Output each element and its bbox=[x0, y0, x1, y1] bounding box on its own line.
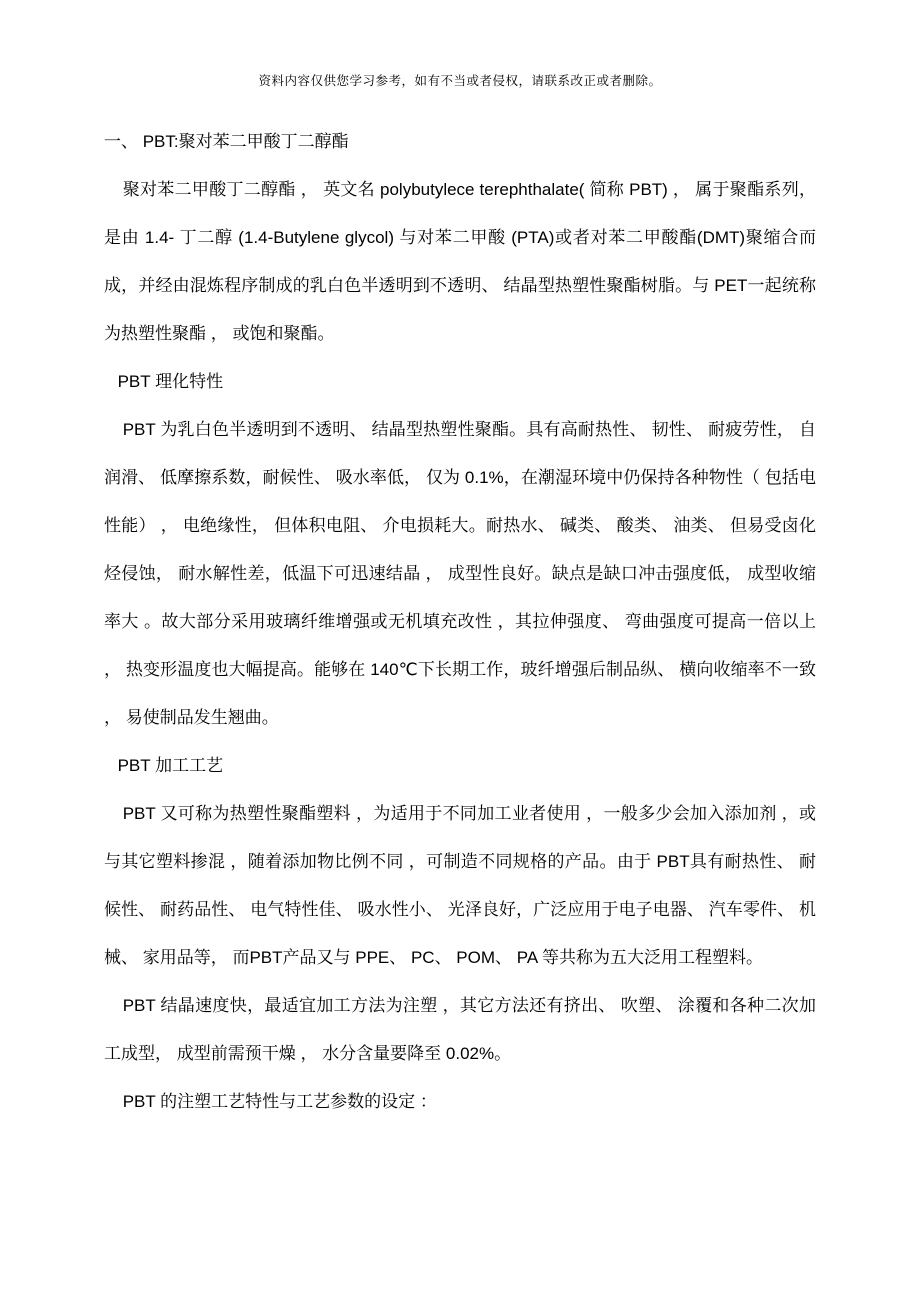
paragraph-injection-parameters-lead: PBT 的注塑工艺特性与工艺参数的设定 ： bbox=[122, 1092, 437, 1111]
paragraph-crystallization: PBT 结晶速度快，最适宜加工方法为注塑 ，其它方法还有挤出、 吹塑、 涂覆和各种二次加工成型， 成型前需预干燥 ， 水分含量要降至 0.02%。 bbox=[104, 996, 816, 1063]
section-heading-pbt: 一、 PBT:聚对苯二甲酸丁二醇酯 bbox=[104, 132, 349, 151]
paragraph-processing-detail: PBT 又可称为热塑性聚酯塑料 ，为适用于不同加工业者使用 ，一般多少会加入添加剂 ，或与其它塑料掺混 ，随着添加物比例不同 ，可制造不同规格的产品。由于 PBT具有耐热性、 耐候性、 耐药品性、 电气特性佳、 吸水性小、 光泽良好，广泛应用于电子电器、 汽车零件、 机械、 家用品等， 而PBT产品又与 PPE、 PC、 POM、 PA 等共称为五大泛用工程塑料。 bbox=[104, 804, 816, 967]
disclaimer-text: 资料内容仅供您学习参考，如有不当或者侵权，请联系改正或者删除。 bbox=[258, 74, 662, 88]
paragraph-pbt-intro: 聚对苯二甲酸丁二醇酯 ， 英文名 polybutylece terephthalate( 简称 PBT) ， 属于聚酯系列，是由 1.4- 丁二醇 (1.4-Butylene glycol) 与对苯二甲酸 (PTA)或者对苯二甲酸酯(DMT)聚缩合而成，并经由混炼程序制成的乳白色半透明到不透明、 结晶型热塑性聚酯树脂。与 PET一起统称为热塑性聚酯 ， 或饱和聚酯。 bbox=[104, 180, 816, 343]
subheading-physical-chemical-properties: PBT 理化特性 bbox=[117, 372, 224, 391]
paragraph-properties-detail: PBT 为乳白色半透明到不透明、 结晶型热塑性聚酯。具有高耐热性、 韧性、 耐疲劳性， 自润滑、 低摩擦系数，耐候性、 吸水率低， 仅为 0.1%，在潮湿环境中仍保持各种物性（ 包括电性能） ， 电绝缘性， 但体积电阻、 介电损耗大。耐热水、 碱类、 酸类、 油类、 但易受卤化烃侵蚀， 耐水解性差，低温下可迅速结晶 ， 成型性良好。缺点是缺口冲击强度低， 成型收缩率大 。故大部分采用玻璃纤维增强或无机填充改性 ，其拉伸强度、 弯曲强度可提高一倍以上 ， 热变形温度也大幅提高。能够在 140℃下长期工作，玻纤增强后制品纵、 横向收缩率不一致 ， 易使制品发生翘曲。 bbox=[104, 420, 816, 727]
subheading-processing-technology: PBT 加工工艺 bbox=[117, 756, 224, 775]
